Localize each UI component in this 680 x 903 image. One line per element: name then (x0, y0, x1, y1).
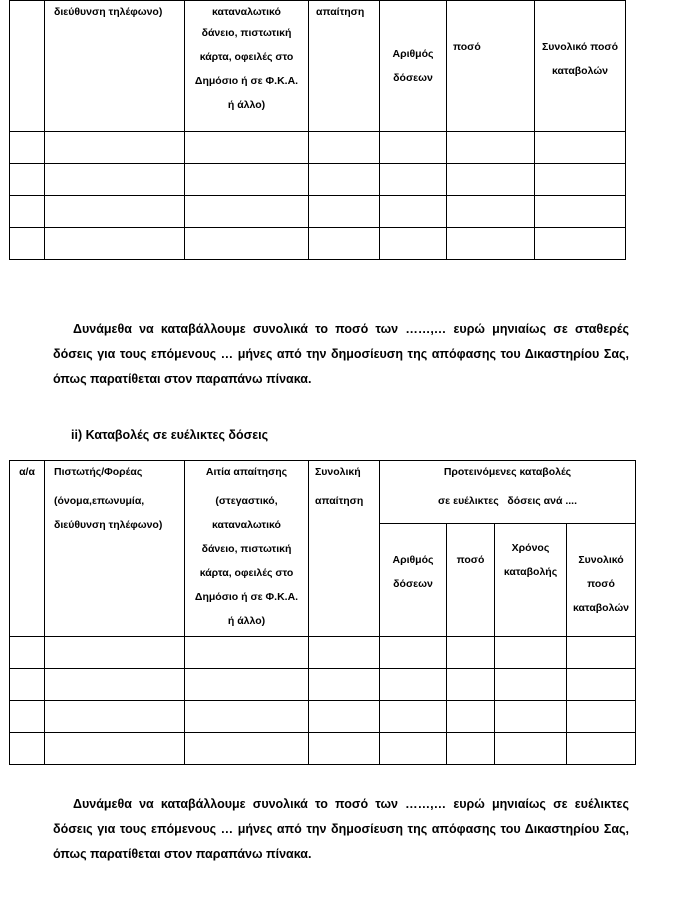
table-cell (380, 669, 447, 701)
table-cell (567, 701, 636, 733)
table-cell (10, 196, 45, 228)
table-cell (380, 733, 447, 765)
header-index-cell (10, 461, 45, 637)
header-creditor-cell (45, 461, 185, 637)
header-total-line: καταβολών (551, 65, 609, 77)
subheader-installments-line: Αριθμός (392, 554, 434, 566)
subheading-flexible-installments: ii) Καταβολές σε ευέλικτες δόσεις (71, 428, 269, 442)
subheader-total-cell (567, 524, 636, 637)
header-amount-cell (447, 1, 535, 132)
table-cell (447, 733, 495, 765)
subheader-time-line: καταβολής (503, 566, 558, 578)
table-cell (447, 637, 495, 669)
table-cell (380, 701, 447, 733)
table-cell (309, 228, 380, 260)
table-cell (45, 228, 185, 260)
header-cause-line: Αιτία απαίτησης (205, 466, 288, 478)
table-cell (535, 164, 626, 196)
subheader-installments-cell (380, 524, 447, 637)
table-cell (10, 733, 45, 765)
header-creditor-cell (45, 1, 185, 132)
header-total-claim-line: Συνολική (315, 466, 361, 478)
table-cell (309, 669, 380, 701)
header-cause-cell (185, 1, 309, 132)
table-cell (535, 228, 626, 260)
table-cell (45, 164, 185, 196)
table-cell (567, 637, 636, 669)
subheader-total-line: Συνολικό (578, 554, 624, 566)
subheader-total-line: ποσό (587, 578, 615, 590)
header-proposed-line: Προτεινόμενες καταβολές (443, 466, 572, 478)
table-row (10, 196, 626, 228)
table-cell (495, 669, 567, 701)
table-row (10, 637, 636, 669)
table-cell (495, 637, 567, 669)
subheader-time-cell (495, 524, 567, 637)
subheader-total-line: καταβολών (572, 602, 630, 614)
table-cell (309, 196, 380, 228)
table-cell (45, 701, 185, 733)
table-row (10, 132, 626, 164)
header-cause-line: (στεγαστικό, (215, 495, 278, 507)
header-total-line: Συνολικό ποσό (541, 41, 619, 53)
header-cause-line: κάρτα, οφειλές στο (199, 567, 294, 579)
paragraph-fixed-installments: Δυνάμεθα να καταβάλλουμε συνολικά το ποσό των ……,… ευρώ μηνιαίως σε σταθερές δόσεις για τους επόμενους … μήνες από την δημοσίευση της απόφασης του Δικαστηρίου Σας, όπως παρατίθεται στον παραπάνω πίνακα. (53, 322, 629, 386)
table-row (10, 701, 636, 733)
table-cell (45, 196, 185, 228)
table-cell (447, 228, 535, 260)
header-installments-line: Αριθμός (392, 48, 434, 60)
header-cause-label (185, 1, 308, 117)
header-cause-cell (185, 461, 309, 637)
table-cell (10, 132, 45, 164)
table-cell (10, 637, 45, 669)
table-row (10, 669, 636, 701)
header-cause-line: δάνειο, πιστωτική (201, 543, 292, 555)
table-cell (10, 669, 45, 701)
header-installments-line: δόσεων (393, 72, 433, 84)
header-total-claim-cell (309, 461, 380, 637)
table-cell (567, 669, 636, 701)
table-cell (45, 733, 185, 765)
header-creditor-label: διεύθυνση τηλέφωνο) (54, 6, 163, 18)
table-cell (447, 196, 535, 228)
table-cell (309, 132, 380, 164)
header-amount-label: ποσό (453, 41, 481, 53)
table-cell (185, 637, 309, 669)
header-claim-label: απαίτηση (316, 6, 365, 18)
header-claim-cell (309, 1, 380, 132)
table-cell (447, 669, 495, 701)
table-cell (185, 196, 309, 228)
table-cell (495, 733, 567, 765)
header-cause-line: ή άλλο) (227, 615, 266, 627)
table-cell (185, 228, 309, 260)
header-cause-line: καταναλωτικό (212, 519, 281, 531)
header-proposed-cell (380, 461, 636, 524)
header-index-cell (10, 1, 45, 132)
table-cell (10, 228, 45, 260)
header-total-cell (535, 1, 626, 132)
table-cell (185, 132, 309, 164)
header-cause-line: ή άλλο) (227, 99, 266, 111)
table-cell (447, 701, 495, 733)
table-row (10, 164, 626, 196)
table-cell (380, 164, 447, 196)
paragraph-flexible-installments: Δυνάμεθα να καταβάλλουμε συνολικά το ποσό των ……,… ευρώ μηνιαίως σε ευέλικτες δόσεις για τους επόμενους … μήνες από την δημοσίευση της απόφασης του Δικαστηρίου Σας, όπως παρατίθεται στον παραπάνω πίνακα. (53, 797, 629, 861)
table-cell (309, 733, 380, 765)
table-cell (185, 701, 309, 733)
table-cell (309, 164, 380, 196)
table-cell (185, 164, 309, 196)
table-cell (380, 637, 447, 669)
table-cell (535, 132, 626, 164)
header-proposed-line: σε ευέλικτες δόσεις ανά .... (438, 495, 577, 507)
header-cause-line: Δημόσιο ή σε Φ.Κ.Α. (194, 75, 299, 87)
table-cell (45, 637, 185, 669)
subheader-time-line: Χρόνος (511, 542, 550, 554)
table-cell (45, 132, 185, 164)
subheader-amount-label: ποσό (456, 554, 485, 566)
table-cell (309, 701, 380, 733)
table-cell (495, 701, 567, 733)
header-cause-line: καταναλωτικό (212, 6, 281, 18)
table-cell (380, 196, 447, 228)
table-cell (185, 669, 309, 701)
subheader-installments-line: δόσεων (393, 578, 433, 590)
table-cell (45, 669, 185, 701)
table-cell (10, 164, 45, 196)
header-creditor-line: διεύθυνση τηλέφωνο) (54, 519, 163, 531)
table-cell (309, 637, 380, 669)
header-index-label: α/α (19, 466, 35, 478)
table-row (10, 228, 626, 260)
header-total-claim-line: απαίτηση (315, 495, 364, 507)
table-cell (447, 132, 535, 164)
table-cell (185, 733, 309, 765)
subheader-amount-cell (447, 524, 495, 637)
header-cause-line: κάρτα, οφειλές στο (199, 51, 294, 63)
table-cell (535, 196, 626, 228)
header-cause-line: δάνειο, πιστωτική (201, 27, 292, 39)
table-row (10, 733, 636, 765)
header-creditor-line: Πιστωτής/Φορέας (54, 466, 143, 478)
table-cell (567, 733, 636, 765)
table-cell (10, 701, 45, 733)
header-cause-line: Δημόσιο ή σε Φ.Κ.Α. (194, 591, 299, 603)
header-installments-cell (380, 1, 447, 132)
table-flexible-installments (9, 460, 636, 765)
header-creditor-line: (όνομα,επωνυμία, (54, 495, 145, 507)
table-cell (380, 132, 447, 164)
table-cell (447, 164, 535, 196)
table-cell (380, 228, 447, 260)
table-fixed-installments (9, 0, 626, 260)
